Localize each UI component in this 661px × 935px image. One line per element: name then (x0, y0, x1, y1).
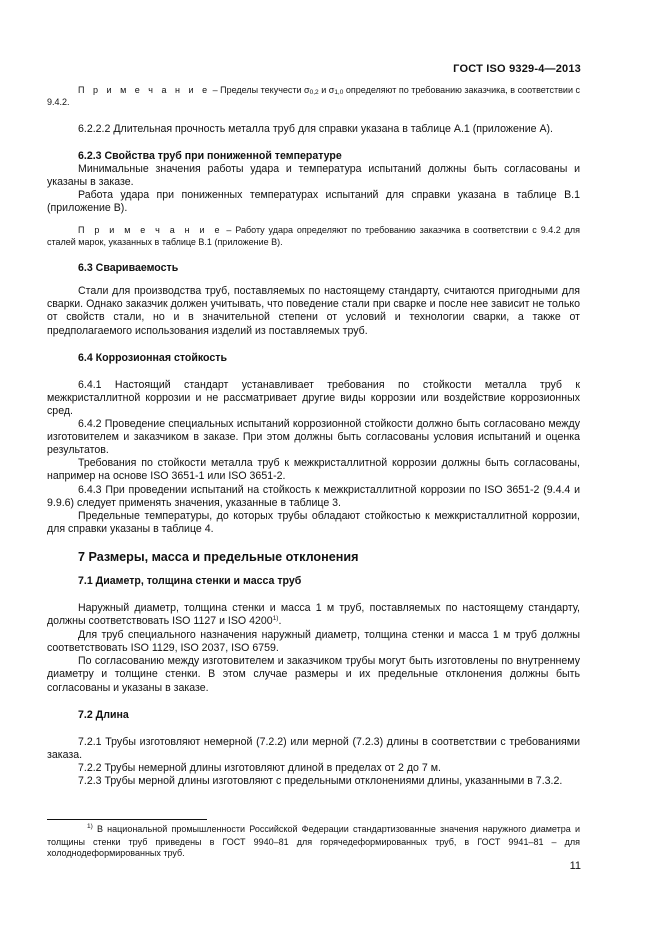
note-yield-strength: П р и м е ч а н и е – Пределы текучести σ0,2 и σ1,0 определяют по требованию заказчика, в соответствии с 9.4.2. (47, 85, 581, 108)
paragraph-6-2-3-a: Минимальные значения работы удара и температура испытаний должны быть согласованы и указаны в заказе. (47, 163, 580, 189)
footnote-separator (47, 819, 207, 820)
paragraph-6-2-3-b: Работа удара при пониженных температурах испытаний для справки указана в таблице В.1 (приложение В). (47, 189, 580, 215)
paragraph-6-4-1: 6.4.1 Настоящий стандарт устанавливает требования по стойкости металла труб к межкристаллитной коррозии и не рассматривает другие виды коррозии или воздействие коррозионных сред. (47, 378, 580, 417)
footnote-text: В национальной промышленности Российской Федерации стандартизованные значения наружного диаметра и толщины стенки труб приведены в ГОСТ 9940–81 для горячедеформированных труб, в ГОСТ 9941–81 – для холоднодеформированных труб. (47, 824, 580, 859)
heading-6-4: 6.4 Коррозионная стойкость (78, 351, 227, 364)
heading-6-3: 6.3 Свариваемость (78, 262, 179, 275)
heading-7-2: 7.2 Длина (78, 708, 129, 721)
page-content (47, 85, 580, 788)
note-impact-energy: П р и м е ч а н и е – Работу удара определяют по требованию заказчика в соответствии с 9.4.2 для сталей марок, указанных в таблице В.1 (приложение В). (47, 225, 580, 247)
footnote (47, 824, 580, 860)
paragraph-6-4-3: 6.4.3 При проведении испытаний на стойкость к межкристаллитной коррозии по ISO 3651-2 (9.4.4 и 9.9.6) следует применять значения, указанные в таблице 3. (47, 483, 580, 509)
note-label: П р и м е ч а н и е (78, 85, 211, 95)
footnote-reference: 1) (272, 615, 279, 623)
footnote-mark: 1) (87, 823, 93, 830)
heading-section-7: 7 Размеры, масса и предельные отклонения (78, 549, 359, 564)
paragraph-7-2-2: 7.2.2 Трубы немерной длины изготовляют длиной в пределах от 2 до 7 м. (78, 761, 441, 774)
paragraph-6-4-3-b: Предельные температуры, до которых трубы обладают стойкостью к межкристаллитной коррозии, для справки указаны в таблице 4. (47, 509, 580, 535)
paragraph-6-4-2: 6.4.2 Проведение специальных испытаний коррозионной стойкости должно быть согласовано между изготовителем и заказчиком в заказе. При этом должны быть согласованы условия испытаний и оценка результатов. (47, 418, 580, 457)
document-code-header: ГОСТ ISO 9329-4—2013 (453, 63, 581, 75)
paragraph-6-3: Стали для производства труб, поставляемых по настоящему стандарту, считаются пригодными для сварки. Однако заказчик должен учитывать, что поведение стали при сварке и после нее зависит не только от свойств стали, но и в значительной степени от условий и технологии сварки, а также от предполагаемого использования изделий из поставляемых труб. (47, 285, 580, 337)
heading-6-2-3: 6.2.3 Свойства труб при пониженной температуре (78, 149, 342, 162)
paragraph-7-1-c: По согласованию между изготовителем и заказчиком трубы могут быть изготовлены по внутреннему диаметру и толщине стенки. В этом случае размеры и их предельные отклонения должны быть согласованы и указаны в заказе. (47, 655, 580, 694)
paragraph-6-2-2-2: 6.2.2.2 Длительная прочность металла труб для справки указана в таблице А.1 (приложение А). (78, 122, 554, 135)
heading-7-1: 7.1 Диаметр, толщина стенки и масса труб (78, 574, 302, 587)
paragraph-7-2-1: 7.2.1 Трубы изготовляют немерной (7.2.2) или мерной (7.2.3) длины в соответствии с требованиями заказа. (47, 735, 580, 761)
paragraph-7-1-a: Наружный диаметр, толщина стенки и масса 1 м труб, поставляемых по настоящему стандарту, должны соответствовать ISO 1127 и ISO 4200$^{1)}$. (47, 601, 580, 628)
paragraph-7-2-3: 7.2.3 Трубы мерной длины изготовляют с предельными отклонениями длины, указанными в 7.3.2. (78, 775, 563, 787)
paragraph-6-4-2-b: Требования по стойкости металла труб к межкристаллитной коррозии должны быть согласованы, например на основе ISO 3651-1 или ISO 3651-2. (47, 457, 580, 483)
page-number: 11 (569, 860, 581, 872)
paragraph-7-1-b: Для труб специального назначения наружный диаметр, толщина стенки и масса 1 м труб должны соответствовать ISO 1129, ISO 2037, ISO 6759. (47, 629, 580, 655)
note-label: П р и м е ч а н и е (78, 225, 223, 236)
